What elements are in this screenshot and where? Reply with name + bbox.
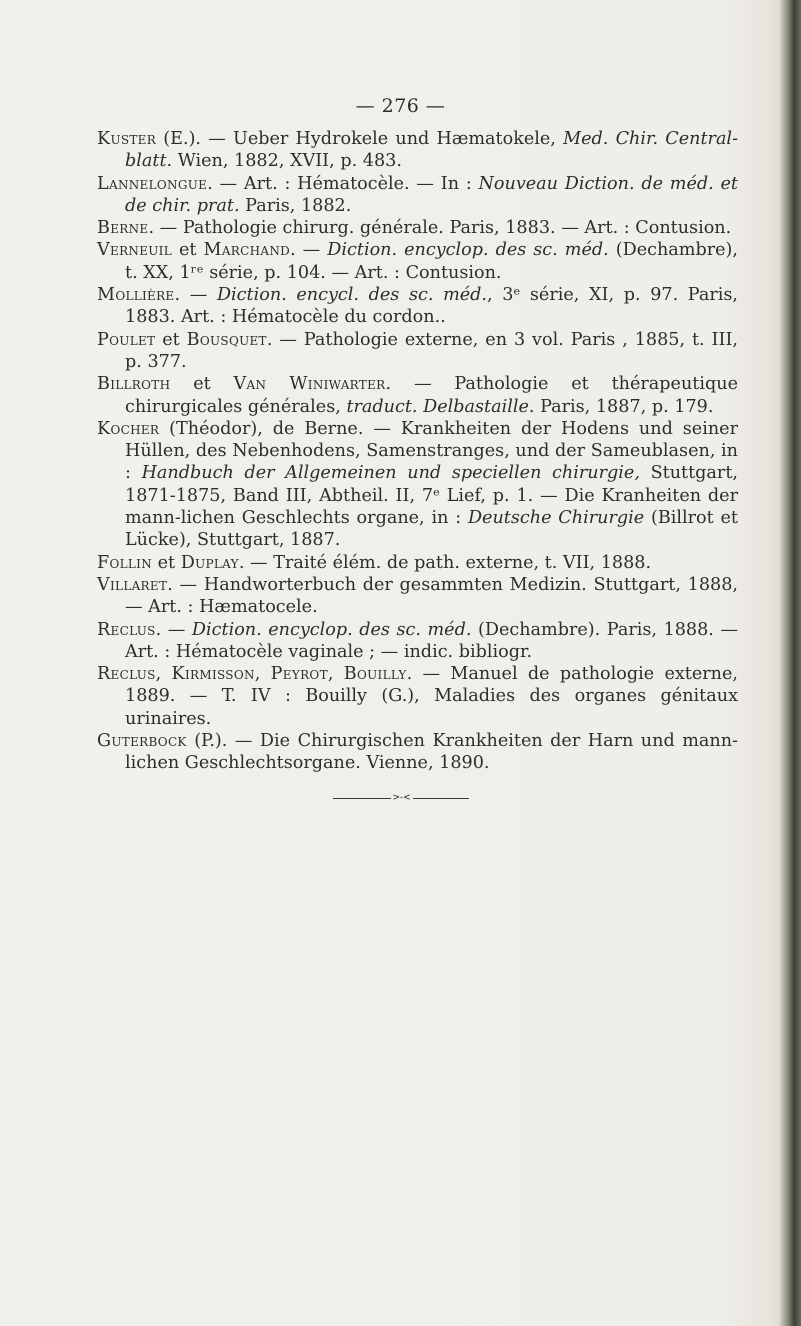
entry-author: Reclus — [97, 664, 156, 685]
entry-coauthor: Bousquet — [186, 329, 267, 350]
entry-coauthor: Bouilly — [343, 664, 407, 685]
bibliography-entry — [97, 284, 738, 329]
entry-coauthor: Marchand — [203, 240, 291, 261]
entry-text: . — Manuel de pathologie externe, 1889. — T. IV : Bouilly (G.), Maladies des organes génitaux urinaires. — [125, 664, 739, 729]
entry-text: Paris, 1887, p. 179. — [534, 396, 714, 417]
bibliography-entry — [97, 239, 738, 284]
entry-title: Diction. encyclop. des sc. méd. — [327, 240, 609, 261]
bibliography-entry — [97, 373, 738, 418]
bibliography-entry — [97, 173, 738, 218]
entry-author: Reclus — [97, 619, 156, 640]
bibliography-entry — [97, 217, 738, 239]
entry-title: Handbuch der Allgemeinen und speciellen chirurgie, — [141, 463, 640, 484]
page-number: — 276 — — [355, 95, 446, 117]
bibliography-entry — [97, 329, 738, 374]
entry-coauthor: Peyrot — [270, 664, 328, 685]
entry-coauthor: Van Winiwarter — [233, 374, 386, 395]
entry-author: Lannelongue — [97, 173, 208, 194]
entry-text: (Théodor), de Berne. — Krankheiten der Hodens und seiner Hüllen, des Nebenhodens, Samenstranges, und der Sameublasen, in : — [125, 418, 738, 484]
entry-author: Mollière — [97, 285, 175, 306]
entry-text: (Billrot et Lücke), Stuttgart, 1887. — [125, 508, 738, 551]
entry-author: Villaret — [97, 574, 168, 595]
entry-text: (Dechambre). Paris, 1888. — Art. : Hématocèle vaginale ; — indic. bibliogr. — [125, 619, 739, 662]
page-edge-shadow — [779, 0, 801, 1326]
bibliography-entry — [97, 619, 738, 664]
entry-text: et — [170, 374, 234, 395]
entry-text: . — Pathologie externe, en 3 vol. Paris , 1885, t. III, p. 377. — [125, 329, 738, 372]
entry-title: Med. Chir. Central-blatt. — [125, 129, 739, 172]
entry-text: . — — [155, 619, 192, 640]
entry-text: , 3ᵉ série, XI, p. 97. Paris, 1883. Art. : Hématocèle du cordon.. — [125, 285, 738, 328]
entry-text: . — Traité élém. de path. externe, t. VII, 1888. — [238, 552, 652, 573]
entry-text: . — Art. : Hématocèle. — In : — [207, 173, 479, 194]
entry-coauthor: Duplay — [180, 552, 239, 573]
entry-author: Berne — [97, 218, 149, 239]
entry-author: Verneuil — [97, 240, 172, 261]
bibliography-entry — [97, 552, 738, 574]
bibliography-entry — [97, 418, 738, 552]
entry-text: (Dechambre), t. XX, 1ʳᵉ série, p. 104. — Art. : Contusion. — [125, 240, 739, 283]
entry-title: Diction. encyclop. des sc. méd. — [191, 619, 472, 640]
entry-coauthor: Kirmisson — [171, 664, 255, 685]
entry-text: , — [327, 664, 344, 685]
entry-author: Guterbock — [97, 731, 187, 752]
entry-title: Diction. encycl. des sc. méd. — [216, 285, 488, 306]
entry-text: , — [155, 664, 172, 685]
entry-author: Poulet — [97, 329, 156, 350]
entry-text: . — — [174, 285, 217, 306]
bibliography-entry — [97, 663, 738, 730]
entry-text: Stuttgart, 1871-1875, Band III, Abtheil. II, 7ᵉ Lief, p. 1. — Die Kranheiten der mann-lichen Geschlechts organe, in : — [125, 463, 738, 529]
entry-title: Nouveau Diction. de méd. et de chir. prat. — [125, 173, 738, 216]
entry-text: et — [155, 329, 187, 350]
entry-text: (E.). — Ueber Hydrokele und Hæmatokele, — [156, 129, 564, 149]
entry-text: Paris, 1882. — [239, 195, 352, 216]
entry-author: Billroth — [97, 374, 171, 395]
entry-text: et — [171, 240, 204, 261]
section-divider — [0, 788, 801, 807]
bibliography-entry — [97, 730, 738, 775]
entry-text: . — — [290, 240, 328, 261]
entry-author: Kuster — [97, 129, 157, 149]
divider-ornament: >-< — [392, 793, 411, 803]
entry-text: . — Pathologie et thérapeutique chirurgicales générales, — [125, 374, 738, 417]
entry-title: traduct. Delbastaille. — [346, 396, 535, 417]
entry-text: . — Handworterbuch der gesammten Medizin. Stuttgart, 1888, — Art. : Hæmatocele. — [125, 574, 738, 618]
entry-text: (P.). — Die Chirurgischen Krankheiten der Harn und mann-lichen Geschlechtsorgane. Vienne, 1890. — [125, 731, 738, 774]
entry-title: Deutsche Chirurgie — [467, 508, 645, 529]
entry-text: . — Pathologie chirurg. générale. Paris, 1883. — Art. : Contusion. — [148, 218, 732, 239]
divider-line — [333, 793, 469, 803]
bibliography-entry — [97, 128, 738, 173]
entry-author: Kocher — [97, 418, 160, 439]
entry-text: et — [152, 552, 181, 573]
entry-text: Wien, 1882, XVII, p. 483. — [172, 151, 402, 172]
entry-author: Follin — [97, 552, 153, 573]
bibliography-entry — [97, 574, 738, 619]
entry-text: , — [254, 664, 271, 685]
bibliography-list — [97, 128, 738, 775]
